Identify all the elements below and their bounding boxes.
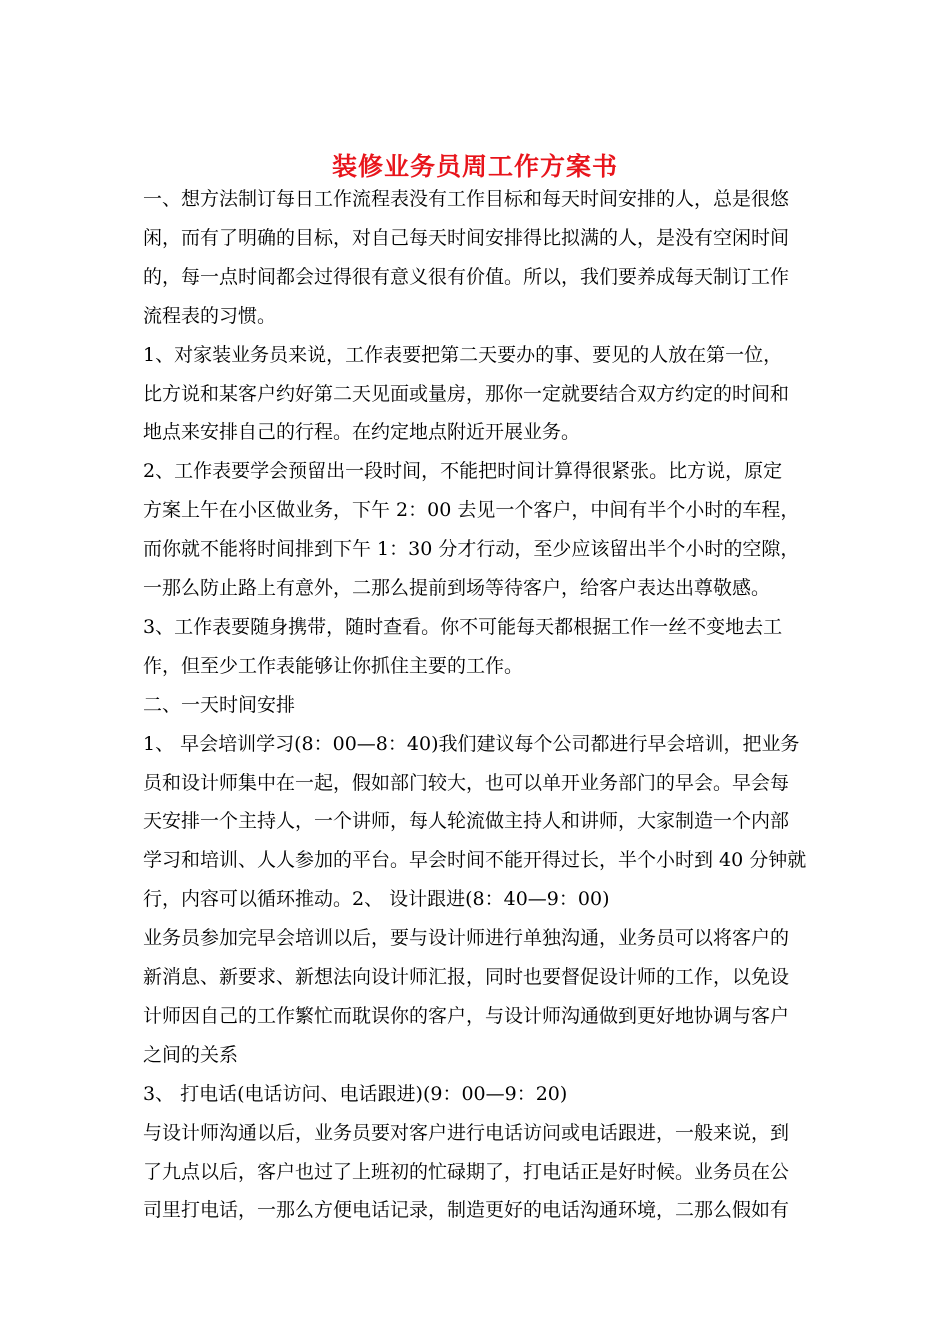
- body-line: 3、 打电话(电话访问、电话跟进)(9：00—9：20): [143, 1082, 568, 1105]
- body-line: 之间的关系: [143, 1043, 239, 1066]
- body-line: 业务员参加完早会培训以后，要与设计师进行单独沟通，业务员可以将客户的: [143, 927, 790, 950]
- body-line: 1、对家装业务员来说，工作表要把第二天要办的事、要见的人放在第一位，: [143, 343, 783, 366]
- body-line: 天安排一个主持人，一个讲师，每人轮流做主持人和讲师，大家制造一个内部: [143, 810, 790, 833]
- body-line: 的，每一点时间都会过得很有意义很有价值。所以，我们要养成每天制订工作: [143, 265, 790, 288]
- body-line: 地点来安排自己的行程。在约定地点附近开展业务。: [143, 421, 581, 444]
- body-line: 而你就不能将时间排到下午 1：30 分才行动，至少应该留出半个小时的空隙，: [143, 538, 800, 561]
- body-line: 司里打电话，一那么方便电话记录，制造更好的电话沟通环境，二那么假如有: [143, 1199, 790, 1222]
- body-line: 计师因自己的工作繁忙而耽误你的客户，与设计师沟通做到更好地协调与客户: [143, 1004, 790, 1027]
- body-line: 一、想方法制订每日工作流程表没有工作目标和每天时间安排的人，总是很悠: [143, 188, 790, 210]
- body-line: 闲，而有了明确的目标，对自己每天时间安排得比拟满的人，是没有空闲时间: [143, 226, 790, 249]
- body-line: 学习和培训、人人参加的平台。早会时间不能开得过长，半个小时到 40 分钟就: [143, 849, 807, 872]
- body-line: 二、一天时间安排: [143, 693, 296, 716]
- body-line: 与设计师沟通以后，业务员要对客户进行电话访问或电话跟进，一般来说，到: [143, 1121, 790, 1144]
- body-line: 新消息、新要求、新想法向设计师汇报，同时也要督促设计师的工作，以免设: [143, 966, 790, 988]
- body-line: 了九点以后，客户也过了上班初的忙碌期了，打电话正是好时候。业务员在公: [143, 1160, 790, 1183]
- body-line: 流程表的习惯。: [143, 304, 277, 327]
- body-line: 作，但至少工作表能够让你抓住主要的工作。: [143, 654, 524, 677]
- body-line: 比方说和某客户约好第二天见面或量房，那你一定就要结合双方约定的时间和: [143, 382, 790, 405]
- body-line: 方案上午在小区做业务，下午 2：00 去见一个客户，中间有半个小时的车程，: [143, 499, 800, 522]
- body-line: 行，内容可以循环推动。2、 设计跟进(8：40—9：00): [143, 888, 610, 911]
- document-title: 装修业务员周工作方案书: [331, 152, 618, 181]
- body-line: 一那么防止路上有意外，二那么提前到场等待客户，给客户表达出尊敬感。: [143, 577, 771, 599]
- body-line: 1、 早会培训学习(8：00—8：40)我们建议每个公司都进行早会培训，把业务: [143, 732, 800, 755]
- body-line: 2、工作表要学会预留出一段时间，不能把时间计算得很紧张。比方说，原定: [143, 460, 783, 483]
- body-line: 3、工作表要随身携带，随时查看。你不可能每天都根据工作一丝不变地去工: [143, 615, 783, 638]
- body-line: 员和设计师集中在一起，假如部门较大，也可以单开业务部门的早会。早会每: [143, 771, 790, 794]
